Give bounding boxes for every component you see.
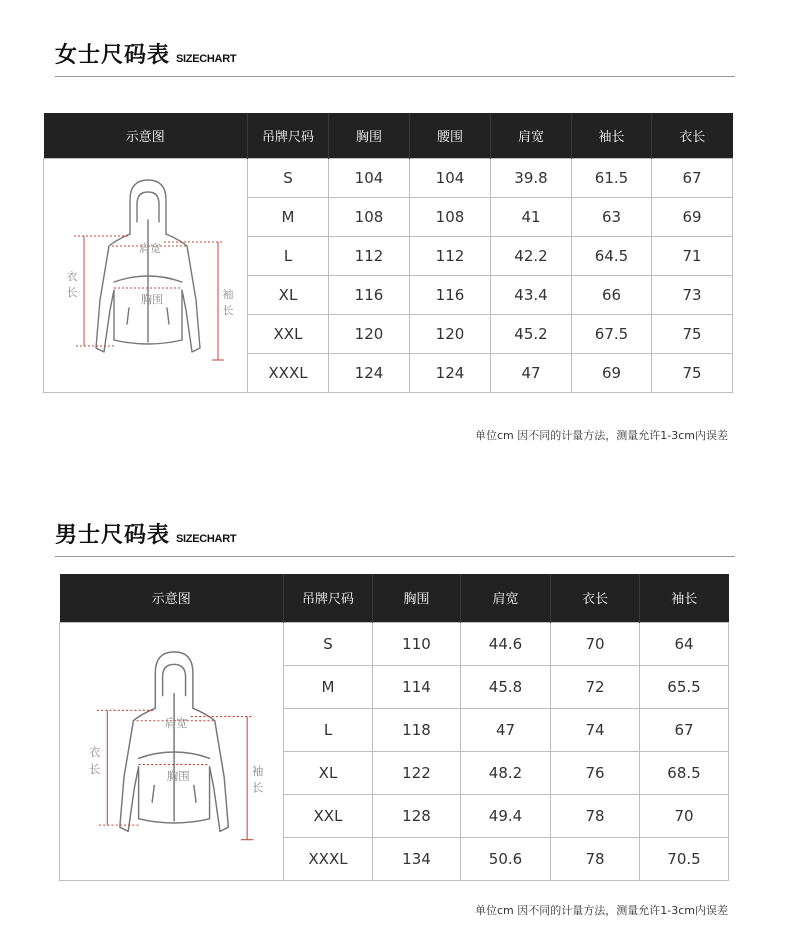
men-length-cell: 72 xyxy=(551,665,640,708)
women-header-diagram: 示意图 xyxy=(44,113,248,158)
men-title-divider xyxy=(55,556,735,557)
men-shoulder-cell: 49.4 xyxy=(461,794,551,837)
men-shoulder-cell: 44.6 xyxy=(461,622,551,665)
women-waist-cell: 116 xyxy=(410,275,491,314)
men-chest-cell: 128 xyxy=(373,794,461,837)
women-section-title xyxy=(55,38,236,69)
women-header-length: 衣长 xyxy=(652,113,733,158)
table-row xyxy=(44,158,733,197)
women-waist-cell: 108 xyxy=(410,197,491,236)
women-diagram-chest-label: 胸围 xyxy=(140,293,163,306)
women-shoulder-cell: 41 xyxy=(491,197,572,236)
women-header-size: 吊牌尺码 xyxy=(248,113,329,158)
women-diagram-shoulder-label: 肩宽 xyxy=(138,242,161,255)
women-waist-cell: 120 xyxy=(410,314,491,353)
men-header-chest: 胸围 xyxy=(373,574,461,622)
men-jacket-diagram xyxy=(60,622,284,880)
women-length-cell: 69 xyxy=(652,197,733,236)
men-shoulder-cell: 47 xyxy=(461,708,551,751)
women-chest-cell: 120 xyxy=(329,314,410,353)
women-sleeve-cell: 63 xyxy=(572,197,652,236)
women-header-row xyxy=(44,113,733,158)
women-title: 女士尺码表 xyxy=(55,43,171,68)
women-size-cell: S xyxy=(248,158,329,197)
men-sleeve-cell: 68.5 xyxy=(640,751,729,794)
men-title: 男士尺码表 xyxy=(55,523,171,548)
men-diagram-sleeve-label-2: 长 xyxy=(251,780,263,795)
men-diagram-shoulder-label: 肩宽 xyxy=(164,716,188,730)
women-header-waist: 腰围 xyxy=(410,113,491,158)
men-header-sleeve: 袖长 xyxy=(640,574,729,622)
women-waist-cell: 112 xyxy=(410,236,491,275)
men-subtitle: SIZECHART xyxy=(176,533,237,545)
men-length-cell: 78 xyxy=(551,794,640,837)
women-sleeve-cell: 67.5 xyxy=(572,314,652,353)
women-waist-cell: 104 xyxy=(410,158,491,197)
men-header-size: 吊牌尺码 xyxy=(284,574,373,622)
women-sleeve-cell: 66 xyxy=(572,275,652,314)
women-measurement-note: 单位cm 因不同的计量方法，测量允许1-3cm内误差 xyxy=(475,429,728,442)
women-diagram-sleeve-label-2: 长 xyxy=(222,304,233,317)
women-length-cell: 67 xyxy=(652,158,733,197)
men-size-cell: XL xyxy=(284,751,373,794)
women-diagram-sleeve-label-1: 袖 xyxy=(222,288,233,301)
women-header-sleeve: 袖长 xyxy=(572,113,652,158)
men-size-table xyxy=(59,574,729,881)
women-chest-cell: 108 xyxy=(329,197,410,236)
men-sleeve-cell: 67 xyxy=(640,708,729,751)
men-chest-cell: 134 xyxy=(373,837,461,880)
women-sleeve-cell: 69 xyxy=(572,353,652,392)
women-size-cell: XL xyxy=(248,275,329,314)
women-length-cell: 73 xyxy=(652,275,733,314)
table-row xyxy=(60,622,729,665)
men-length-cell: 70 xyxy=(551,622,640,665)
men-sleeve-cell: 65.5 xyxy=(640,665,729,708)
men-chest-cell: 118 xyxy=(373,708,461,751)
jacket-outline-icon xyxy=(46,160,246,390)
men-header-shoulder: 肩宽 xyxy=(461,574,551,622)
men-sleeve-cell: 64 xyxy=(640,622,729,665)
men-length-cell: 76 xyxy=(551,751,640,794)
women-chest-cell: 112 xyxy=(329,236,410,275)
men-shoulder-cell: 50.6 xyxy=(461,837,551,880)
men-measurement-note: 单位cm 因不同的计量方法，测量允许1-3cm内误差 xyxy=(475,904,728,917)
women-size-table xyxy=(43,113,733,393)
men-header-length: 衣长 xyxy=(551,574,640,622)
men-header-diagram: 示意图 xyxy=(60,574,284,622)
women-shoulder-cell: 42.2 xyxy=(491,236,572,275)
women-length-cell: 75 xyxy=(652,353,733,392)
men-diagram-chest-label: 胸围 xyxy=(166,769,190,784)
women-waist-cell: 124 xyxy=(410,353,491,392)
men-length-cell: 74 xyxy=(551,708,640,751)
men-length-cell: 78 xyxy=(551,837,640,880)
men-chest-cell: 122 xyxy=(373,751,461,794)
men-size-cell: M xyxy=(284,665,373,708)
women-title-divider xyxy=(55,76,735,77)
women-shoulder-cell: 43.4 xyxy=(491,275,572,314)
men-diagram-length-label-1: 衣 xyxy=(88,745,101,760)
women-length-cell: 75 xyxy=(652,314,733,353)
jacket-outline-icon xyxy=(67,631,277,871)
men-chest-cell: 114 xyxy=(373,665,461,708)
men-shoulder-cell: 48.2 xyxy=(461,751,551,794)
women-jacket-diagram xyxy=(44,158,248,392)
women-chest-cell: 116 xyxy=(329,275,410,314)
women-subtitle: SIZECHART xyxy=(176,53,237,65)
women-length-cell: 71 xyxy=(652,236,733,275)
women-size-cell: M xyxy=(248,197,329,236)
men-section-title xyxy=(55,518,236,549)
men-diagram-sleeve-label-1: 袖 xyxy=(251,764,263,778)
men-header-row xyxy=(60,574,729,622)
men-size-cell: XXXL xyxy=(284,837,373,880)
women-shoulder-cell: 39.8 xyxy=(491,158,572,197)
women-size-cell: XXL xyxy=(248,314,329,353)
women-header-shoulder: 肩宽 xyxy=(491,113,572,158)
women-chest-cell: 124 xyxy=(329,353,410,392)
men-diagram-length-label-2: 长 xyxy=(88,761,101,776)
men-size-cell: L xyxy=(284,708,373,751)
women-diagram-length-label-1: 衣 xyxy=(66,270,77,283)
men-chest-cell: 110 xyxy=(373,622,461,665)
women-size-cell: L xyxy=(248,236,329,275)
women-header-chest: 胸围 xyxy=(329,113,410,158)
men-size-cell: XXL xyxy=(284,794,373,837)
women-diagram-length-label-2: 长 xyxy=(66,286,77,299)
men-shoulder-cell: 45.8 xyxy=(461,665,551,708)
women-sleeve-cell: 61.5 xyxy=(572,158,652,197)
women-size-cell: XXXL xyxy=(248,353,329,392)
men-size-cell: S xyxy=(284,622,373,665)
women-shoulder-cell: 45.2 xyxy=(491,314,572,353)
women-sleeve-cell: 64.5 xyxy=(572,236,652,275)
women-shoulder-cell: 47 xyxy=(491,353,572,392)
men-sleeve-cell: 70 xyxy=(640,794,729,837)
women-chest-cell: 104 xyxy=(329,158,410,197)
men-sleeve-cell: 70.5 xyxy=(640,837,729,880)
